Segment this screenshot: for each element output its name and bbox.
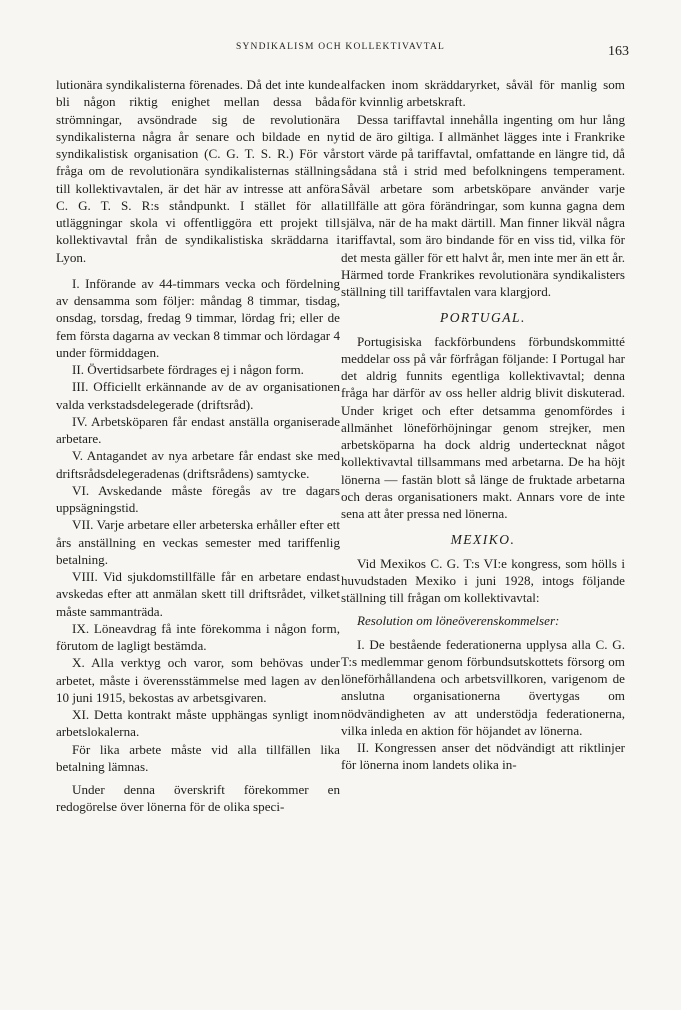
contract-item-10: X. Alla verktyg och varor, som behövas under arbetet, måste i överensstämmelse med lagen av den 10 juni 1915, bekostas av arbetsgivaren. xyxy=(56,655,340,705)
contract-item-9: IX. Löneavdrag få inte förekomma i någon form, förutom de lagligt bestämda. xyxy=(56,620,340,653)
resolution-item-1: I. De bestående federationerna upplysa alla C. G. T:s medlemmar genom förbundsutskottets försorg om löneförhållandena och arbetsvillkoren, varigenom de anslutna organisationerna övertygas om nödvändigheten av att understödja federationerna, vilka inleda en aktion för höjandet av lönerna. xyxy=(341,636,625,738)
left-column xyxy=(56,76,340,816)
contract-item-5: V. Antagandet av nya arbetare får endast ske med driftsrådsdelegeradenas (driftsrådens) samtycke. xyxy=(56,448,340,481)
right-column xyxy=(341,76,625,774)
resolution-heading: Resolution om löneöverenskommelser: xyxy=(357,613,560,629)
continuation-paragraph: alfacken inom skräddaryrket, såväl för manlig som för kvinnlig arbetskraft. xyxy=(341,77,625,110)
page-number: 163 xyxy=(608,44,629,59)
running-title: SYNDIKALISM OCH KOLLEKTIVAVTAL xyxy=(235,42,446,52)
contract-item-7: VII. Varje arbetare eller arbeterska erhåller efter ett års anställning en veckas semester med tariffenlig betalning. xyxy=(56,517,341,567)
equal-pay-clause: För lika arbete måste vid alla tillfällen lika betalning lämnas. xyxy=(56,741,340,774)
contract-item-1: I. Införande av 44-timmars vecka och fördelning av densamma som följer: måndag 8 timmar, tisdag, onsdag, torsdag, fredag 9 timmar, lördag fri; eller de fem första dagarna av veckan 8 timmar och lördagar 4 under förmiddagen. xyxy=(56,275,340,360)
tariff-paragraph: Dessa tariffavtal innehålla ingenting om hur lång tid de äro giltiga. I allmänhet lägges inte i Frankrike stort värde på tariffavtal, omfattande en längre tid, då sådana stå i strid med befolkningens temperament. Såväl arbetare som arbetsköpare använder varje tillfälle att göra förändringar, som kunna gagna dem själva, när de ha makt därtill. Man finner likväl några tariffavtal, som äro bindande för en viss tid, vilka för det mesta gäller för ett halvt år, men inte mer än ett år. Härmed torde Frankrikes revolutionära syndikalisters ställning till tariffavtalen vara klargjord. xyxy=(341,111,625,299)
mexiko-paragraph: Vid Mexikos C. G. T:s VI:e kongress, som hölls i huvudstaden Mexiko i juni 1928, intogs följande ställning till frågan om kollektivavtal: xyxy=(341,555,625,605)
contract-item-6: VI. Avskedande måste föregås av tre dagars uppsägningstid. xyxy=(56,482,340,515)
intro-paragraph: lutionära syndikalisterna förenades. Då det inte kunde bli någon riktig enighet mellan dessa båda strömningar, avsöndrade sig de revolutionära syndikalisterna några år senare och bildade en ny syndikalistisk organisation (C. G. T. S. R.) För vår fråga om de revolutionära syndikalisternas ställning till kollektivavtalen, är det här av intresse att anföra C. G. T. S. R:s ståndpunkt. I stället för alla utläggningar skola vi offentliggöra ett projekt till kollektivavtal från de syndikalistiska skräddarna i Lyon. xyxy=(56,77,340,265)
contract-item-8: VIII. Vid sjukdomstillfälle får en arbetare endast avskedas efter att anmälan skett till driftsrådet, vilket måste sammanträda. xyxy=(56,569,340,619)
mexiko-heading: MEXIKO. xyxy=(450,532,516,548)
running-header xyxy=(0,42,681,60)
closing-paragraph: Under denna överskrift förekommer en redogörelse över lönerna för de olika speci- xyxy=(56,782,340,815)
contract-item-4: IV. Arbetsköparen får endast anställa organiserade arbetare. xyxy=(56,413,340,446)
portugal-heading: PORTUGAL. xyxy=(440,310,526,326)
contract-item-3: III. Officiellt erkännande av de av organisationen valda verkstadsdelegerade (driftsråd). xyxy=(56,379,340,412)
portugal-paragraph: Portugisiska fackförbundens förbundskommitté meddelar oss på vår förfrågan följande: I Portugal har det aldrig funnits egentliga kollektivavtal; denna fråga har därför av oss heller aldrig blivit diskuterad. Under kriget och efter detsamma genomfördes i allmänhet löneförhöjningar genom strejker, men arbetsköparna ha dock aldrig undertecknat något kollektivavtal tillsammans med arbetarna. De ha höjt lönerna — fastän blott så länge de fruktade arbetarna och deras organisationers makt. Annars vore de inte sena att åter pressa ned lönerna. xyxy=(341,333,625,521)
contract-item-2: II. Övertidsarbete fördrages ej i någon form. xyxy=(72,362,304,377)
contract-item-11: XI. Detta kontrakt måste upphängas synligt inom arbetslokalerna. xyxy=(56,707,340,740)
resolution-item-2: II. Kongressen anser det nödvändigt att riktlinjer för lönerna inom landets olika in- xyxy=(341,740,625,773)
